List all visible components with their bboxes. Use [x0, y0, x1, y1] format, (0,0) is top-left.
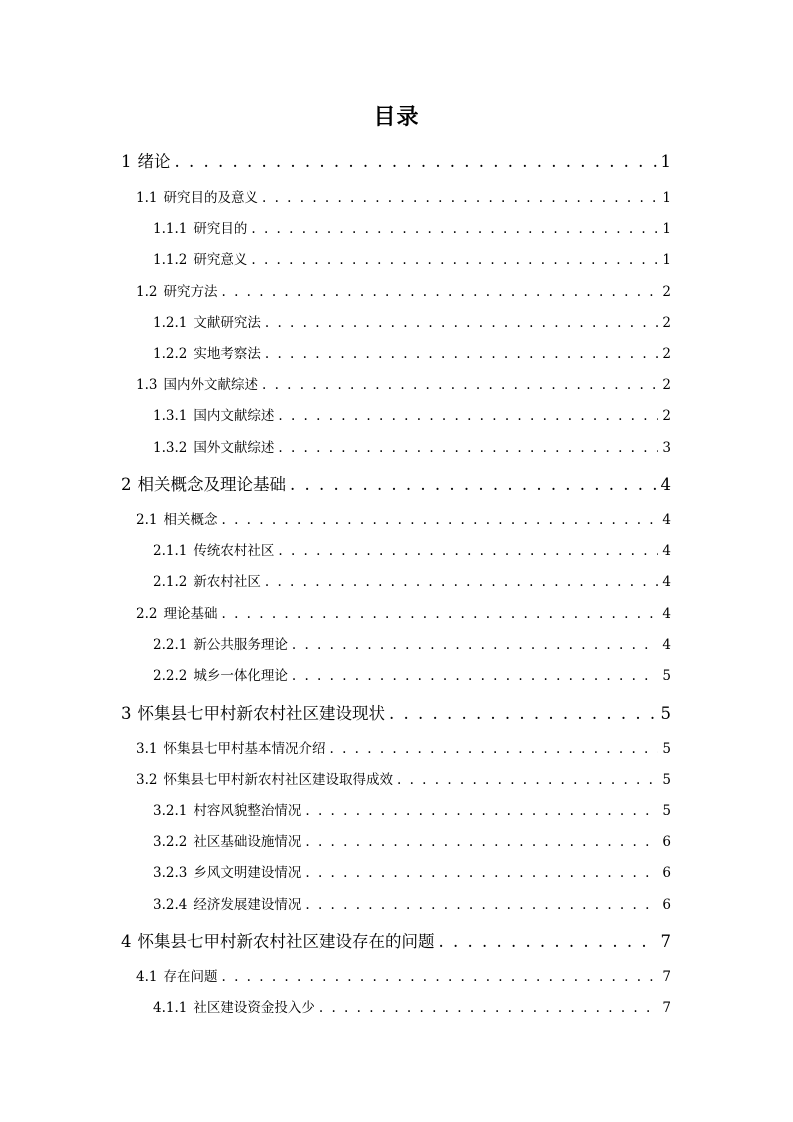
- toc-entry-page: 6: [662, 897, 671, 913]
- toc-entry-title: 研究目的: [193, 221, 248, 237]
- toc-entry-page: 5: [662, 772, 671, 788]
- toc-entry-page: 2: [662, 408, 671, 424]
- toc-entry-page: 3: [662, 440, 671, 456]
- toc-entry-page: 4: [662, 637, 671, 653]
- toc-leader-dots: [329, 741, 658, 757]
- toc-entry-title: 国内文献综述: [193, 408, 275, 424]
- toc-entry-title: 新公共服务理论: [193, 637, 288, 653]
- toc-entry[interactable]: [0, 700, 671, 724]
- toc-entry-number: 2.1: [136, 512, 158, 528]
- toc-leader-dots: [278, 440, 658, 456]
- toc-entry[interactable]: [0, 280, 671, 300]
- toc-entry-number: 4.1.1: [153, 1000, 188, 1016]
- toc-entry-page: 5: [662, 803, 671, 819]
- toc-leader-dots: [290, 475, 657, 494]
- toc-entry-page: 2: [662, 315, 671, 331]
- toc-entry[interactable]: [0, 799, 671, 819]
- toc-entry-number: 1.1.2: [153, 252, 188, 268]
- toc-entry-title: 城乡一体化理论: [193, 668, 288, 684]
- toc-entry[interactable]: [0, 404, 671, 424]
- toc-entry[interactable]: [0, 373, 671, 393]
- toc-leader-dots: [305, 865, 658, 881]
- toc-entry-number: 3.2: [136, 772, 158, 788]
- toc-entry-page: 5: [662, 741, 671, 757]
- toc-entry-page: 4: [662, 574, 671, 590]
- toc-entry-title: 社区建设资金投入少: [193, 1000, 315, 1016]
- toc-entry[interactable]: [0, 342, 671, 362]
- toc-leader-dots: [265, 346, 659, 362]
- toc-entry-number: 1.3.1: [153, 408, 188, 424]
- toc-entry-number: 1.1: [136, 190, 158, 206]
- toc-entry-page: 2: [662, 284, 671, 300]
- toc-entry[interactable]: [0, 965, 671, 985]
- toc-leader-dots: [221, 284, 658, 300]
- toc-entry-page: 4: [662, 606, 671, 622]
- toc-entry[interactable]: [0, 148, 671, 172]
- toc-entry-title: 传统农村社区: [193, 543, 275, 559]
- toc-entry-title: 存在问题: [163, 969, 218, 985]
- toc-leader-dots: [389, 704, 657, 723]
- toc-leader-dots: [305, 834, 658, 850]
- toc-entry[interactable]: [0, 311, 671, 331]
- toc-entry-title: 怀集县七甲村新农村社区建设存在的问题: [137, 932, 435, 951]
- toc-entry-number: 3.2.3: [153, 865, 188, 881]
- toc-entry[interactable]: [0, 186, 671, 206]
- toc-entry-number: 3.1: [136, 741, 158, 757]
- toc-entry-page: 1: [660, 152, 671, 171]
- toc-leader-dots: [278, 543, 658, 559]
- toc-entry-number: 3.2.4: [153, 897, 188, 913]
- toc-leader-dots: [221, 606, 658, 622]
- toc-entry-number: 1.3.2: [153, 440, 188, 456]
- toc-leader-dots: [221, 969, 658, 985]
- toc-entry-number: 3: [121, 704, 132, 723]
- toc-entry-page: 1: [662, 221, 671, 237]
- toc-entry-title: 新农村社区: [193, 574, 261, 590]
- toc-leader-dots: [265, 574, 659, 590]
- toc-entry-number: 1.2.2: [153, 346, 188, 362]
- toc-entry-number: 1.2.1: [153, 315, 188, 331]
- toc-entry-page: 4: [662, 543, 671, 559]
- toc-leader-dots: [278, 408, 658, 424]
- toc-leader-dots: [251, 252, 658, 268]
- toc-entry-page: 6: [662, 834, 671, 850]
- toc-entry-page: 1: [662, 252, 671, 268]
- toc-leader-dots: [175, 152, 657, 171]
- toc-leader-dots: [262, 377, 658, 393]
- toc-entry[interactable]: [0, 539, 671, 559]
- toc-entry-page: 6: [662, 865, 671, 881]
- toc-entry[interactable]: [0, 996, 671, 1016]
- toc-entry-page: 1: [662, 190, 671, 206]
- toc-entry[interactable]: [0, 737, 671, 757]
- toc-entry[interactable]: [0, 508, 671, 528]
- toc-entry-page: 5: [660, 704, 671, 723]
- toc-title: 目录: [373, 105, 420, 130]
- toc-entry-number: 3.2.2: [153, 834, 188, 850]
- toc-entry[interactable]: [0, 602, 671, 622]
- toc-leader-dots: [292, 637, 659, 653]
- toc-entry[interactable]: [0, 217, 671, 237]
- toc-leader-dots: [221, 512, 658, 528]
- toc-entry-title: 国外文献综述: [193, 440, 275, 456]
- toc-entry-title: 相关概念及理论基础: [137, 475, 286, 494]
- toc-entry-title: 村容风貌整治情况: [193, 803, 302, 819]
- toc-entry[interactable]: [0, 471, 671, 495]
- toc-entry-number: 3.2.1: [153, 803, 188, 819]
- toc-entry-page: 5: [662, 668, 671, 684]
- toc-entry-title: 理论基础: [163, 606, 218, 622]
- toc-entry-number: 2.2.2: [153, 668, 188, 684]
- toc-entry[interactable]: [0, 861, 671, 881]
- toc-leader-dots: [292, 668, 659, 684]
- toc-entry-title: 研究方法: [163, 284, 218, 300]
- toc-entry[interactable]: [0, 893, 671, 913]
- toc-entry-title: 绪论: [137, 152, 171, 171]
- toc-entry-page: 7: [662, 1000, 671, 1016]
- toc-leader-dots: [262, 190, 658, 206]
- toc-entry-title: 乡风文明建设情况: [193, 865, 302, 881]
- toc-entry-page: 7: [660, 932, 671, 951]
- toc-entry-title: 相关概念: [163, 512, 218, 528]
- toc-entry-number: 2.1.1: [153, 543, 188, 559]
- toc-entry[interactable]: [0, 664, 671, 684]
- toc-entry[interactable]: [0, 633, 671, 653]
- toc-entry-title: 文献研究法: [193, 315, 261, 331]
- toc-entry-title: 经济发展建设情况: [193, 897, 302, 913]
- toc-leader-dots: [397, 772, 658, 788]
- toc-leader-dots: [439, 932, 657, 951]
- toc-entry-title: 研究意义: [193, 252, 248, 268]
- toc-entry[interactable]: [0, 436, 671, 456]
- toc-entry[interactable]: [0, 570, 671, 590]
- toc-leader-dots: [305, 897, 658, 913]
- toc-entry[interactable]: [0, 768, 671, 788]
- toc-entry-title: 国内外文献综述: [163, 377, 258, 393]
- toc-entry[interactable]: [0, 248, 671, 268]
- toc-leader-dots: [265, 315, 659, 331]
- toc-entry-title: 实地考察法: [193, 346, 261, 362]
- toc-entry-page: 2: [662, 346, 671, 362]
- toc-leader-dots: [319, 1000, 659, 1016]
- toc-entry[interactable]: [0, 928, 671, 952]
- toc-entry-page: 2: [662, 377, 671, 393]
- toc-entry-number: 2.1.2: [153, 574, 188, 590]
- toc-entry-number: 1: [121, 152, 132, 171]
- toc-entry-number: 2: [121, 475, 132, 494]
- toc-entry-number: 1.2: [136, 284, 158, 300]
- toc-entry-number: 1.1.1: [153, 221, 188, 237]
- toc-entry[interactable]: [0, 830, 671, 850]
- toc-entry-page: 7: [662, 969, 671, 985]
- toc-leader-dots: [305, 803, 658, 819]
- toc-entry-title: 研究目的及意义: [163, 190, 258, 206]
- toc-entry-title: 怀集县七甲村新农村社区建设现状: [137, 704, 385, 723]
- toc-entry-title: 怀集县七甲村新农村社区建设取得成效: [163, 772, 393, 788]
- toc-entry-number: 2.2.1: [153, 637, 188, 653]
- toc-entry-number: 4: [121, 932, 132, 951]
- toc-leader-dots: [251, 221, 658, 237]
- toc-entry-title: 社区基础设施情况: [193, 834, 302, 850]
- toc-entry-number: 1.3: [136, 377, 158, 393]
- toc-entry-number: 2.2: [136, 606, 158, 622]
- toc-entry-page: 4: [660, 475, 671, 494]
- toc-entry-title: 怀集县七甲村基本情况介绍: [163, 741, 326, 757]
- toc-entry-number: 4.1: [136, 969, 158, 985]
- toc-entry-page: 4: [662, 512, 671, 528]
